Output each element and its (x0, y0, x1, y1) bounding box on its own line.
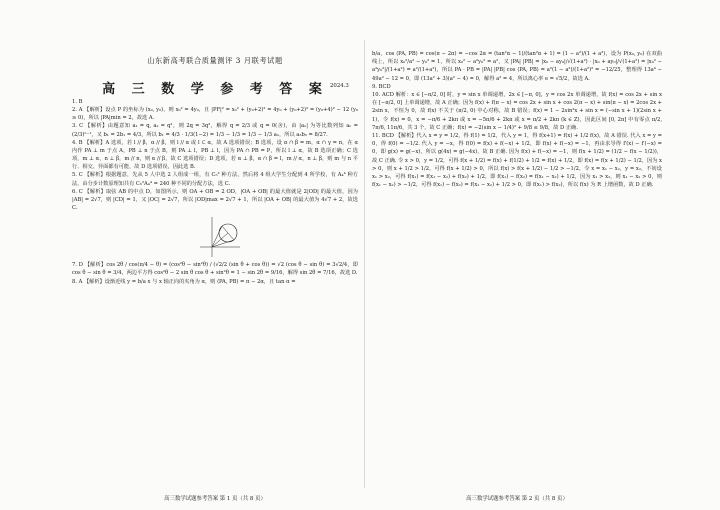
page-title: 高 三 数 学 参 考 答 案 (102, 82, 328, 97)
exam-date: 2024.3 (330, 83, 349, 89)
answer-item-4: 4. B 【解析】A 选项，若 l // β，α // β，则 l // α 或 l ⊂ α，故 A 选项错误；B 选项，设 α ∩ β = m，α ∩ γ = n，在 α 内作 PA ⊥ m 于点 A，PB ⊥ n 于点 B，则 PA ⊥ l，PB ⊥ l，因为 PA ∩ PB = P，所以 l ⊥ α，故 B 选项正确；C 选项，m ⊥ α，n ⊥ β，m // n，则 α // β，故 C 选项错误；D 选项，若 α ⊥ β，α ∩ β = l，m // α，n ⊥ β，则 m 与 n 平行、相交、异面都有可能，故 D 选项错误，因此选 B. (72, 139, 358, 171)
answer-item-3: 3. C 【解析】由题意知 a₁ = q, a₂ = q²，则 2q = 3q²，解得 q = 2/3 或 q = 0(舍)，由 |aₙ| 为等比数列知 aₙ = (2/3)ⁿ⁻¹，又 b₁ = 2b₁ = 4/3，所以 b₁ = 4/3 · 1/3(1−2) = 1/3 − 1/3 = 1/3 − 1/3 aₙ，所以 a₃b₃ = 8/27. (72, 123, 358, 138)
right-column (372, 50, 662, 488)
answer-item-6: 6. C 【解析】取弦 AB 的中点 D，如图所示，则 OA + OB = 2 OD，|OA + OB| 的最大值就是 2|OD| 的最大值，因为 |AB| = 2√7，则 |CD| = 1，又 |OC| = 2√7，所以 |OD|max = 2√7 + 1，所以 |OA + OB| 的最大值为 4√7 + 2，故选 C. (72, 188, 358, 212)
exam-title: 山东新高考联合质量测评 3 月联考试题 (147, 56, 283, 65)
answer-item-1: 1. B (72, 99, 83, 105)
footer-left: 高三数学试题参考答案 第 1 页（共 8 页） (164, 496, 266, 502)
answer-item-5: 5. C 【解析】根据题意，先从 5 人中选 2 人组成一组，有 C₅² 种方法，然后将 4 组大学生分配到 4 所学校，有 A₄⁴ 种方法，由分步计数原理知共有 C₅²A₄⁴ = 240 种不同的分配方法，选 C. (72, 172, 358, 187)
answer-item-11: 11. BCD 【解析】代入 x = y = 1/2，得 f(1) = 1/2，代入 y = 1，得 f(x+1) = f(x) + 1/2 f(x)，故 A 错误. 代入 x = y = 0，得 f(0) = −1/2. 代入 y = −x，得 f(0) = f(x) + f(−x) + 1/2，即 f(x) + f(−x) = −1，再由求导得 f′(x) − f′(−x) = 0，即 g(x) = g(−x)，所以 g(4x) = g(−4x)，故 B 正确. 因为 f(x) + f(−x) = −1，则 f(x + 1/2) = (1/2 − f(x − 1/2))，故 C 正确. 令 x > 0，y = 1/2，可得 f(x + 1/2) = f(x) + f(1/2) + 1/2 = f(x) + 1/2，即 f(x) = f(x + 1/2) − 1/2，因为 x > 0，则 x + 1/2 > 1/2，可得 f(x + 1/2) > 0，所以 f(x) > f(x + 1/2) − 1/2 > −1/2，令 x = x₁ − x₂，y = x₂，不妨设 x₁ > x₂，可得 f(x₁) = f(x₁ − x₂) + f(x₂) + 1/2，即 f(x₁) − f(x₂) = f(x₁ − x₂) + 1/2，因为 x₁ > x₂，则 x₁ − x₂ > 0，则 f(x₁ − x₂) > −1/2，可得 f(x₁) − f(x₂) = f(x₁ − x₂) + 1/2 > 0，即 f(x₁) > f(x₂)，所以 f(x) 为 R 上增函数，故 D 正确. (372, 133, 662, 189)
answer-item-8-cont: b/a，cos ⟨PA, PB⟩ = cos(π − 2α) = −cos 2α = (tan²α − 1)/(tan²α + 1) = (1 − a²)/(1 + a²)，设为 P(x₀, y₀) 在双曲线上，所以 x₀²/a² − y₀² = 1，所以 x₀² − a²y₀² = a²，又 |PA| |PB| = |x₀ − ay₀|/√(1+a²) · |x₀ + ay₀|/√(1+a²) = |x₀² − a²y₀²|/(1+a²) = a²/(1+a²)，所以 PA · PB = |PA| |PB| cos ⟨PA, PB⟩ = a²(1 − a²)/(1+a²)² = −12/25，整理得 13a⁴ − 49a² − 12 = 0，即 (13a² + 3)(a² − 4) = 0，解得 a² = 4，所以离心率 e = √5/2，故选 A. (372, 51, 662, 82)
answer-item-2: 2. A 【解析】设点 P 的坐标为 (x₀, y₀)，则 x₀² = 4y₀，且 |PF|² = x₀² + (y₀+2)² = 4y₀ + (y₀+2)² = (y₀+4)² − 12 (y₀ ≥ 0)，所以 |PA|min = 2，故选 A. (72, 107, 358, 122)
answer-item-9: 9. BCD (372, 83, 391, 90)
circle-diagram (72, 213, 358, 259)
left-column (72, 98, 358, 488)
segment-ob (212, 240, 234, 247)
segment-oa (212, 226, 222, 247)
segment-od (212, 233, 228, 247)
answer-item-10: 10. ACD 解析：x ∈ [−π/2, 0] 时，y = sin x 单调递增，2x ∈ [−π, 0]，y = cos 2x 单调递增，故 f(x) = cos 2x + sin x 在 [−π/2, 0] 上单调递增，故 A 正确；因为 f(x) + f(π − x) = cos 2x + sin x + cos 2(π − x) + sin(π − x) = 2cos 2x + 2sin x，不恒为 0，故 f(x) 不关于 (π/2, 0) 中心对称，故 B 错误；f(x) = 1 − 2sin²x + sin x = (−sin x + 1)(2sin x + 1)，令 f(x) = 0，x = −π/6 + 2kπ 或 x = −5π/6 + 2kπ 或 x = π/2 + 2kπ (k ∈ Z)，因此区间 [0, 2π] 中有零点 π/2, 7π/6, 11π/6，共 3 个，故 C 正确；f(x) = −2(sin x − 1/4)² + 9/8 ≤ 9/8，故 D 正确. (372, 92, 662, 131)
footer-right: 高三数学试题参考答案 第 2 页（共 8 页） (466, 496, 568, 502)
column-divider (364, 40, 365, 488)
answer-item-7: 7. D 【解析】cos 2θ / cos(π/4 − θ) = (cos²θ − sin²θ) / (√2/2 (sin θ + cos θ)) = √2 (cos θ − sin θ) = 3√2/4，即 cos θ − sin θ = 3/4，两边平方得 cos²θ − 2 sin θ cos θ + sin²θ = 1 − sin 2θ = 9/16，解得 sin 2θ = 7/16，故选 D. (72, 262, 358, 277)
answer-item-8: 8. A 【解析】设渐近线 y = b/a x 与 x 轴正向的夹角为 α，则 ⟨PA, PB⟩ = π − 2α，且 tan α = (72, 278, 296, 285)
circle-diagram-svg (72, 213, 358, 259)
